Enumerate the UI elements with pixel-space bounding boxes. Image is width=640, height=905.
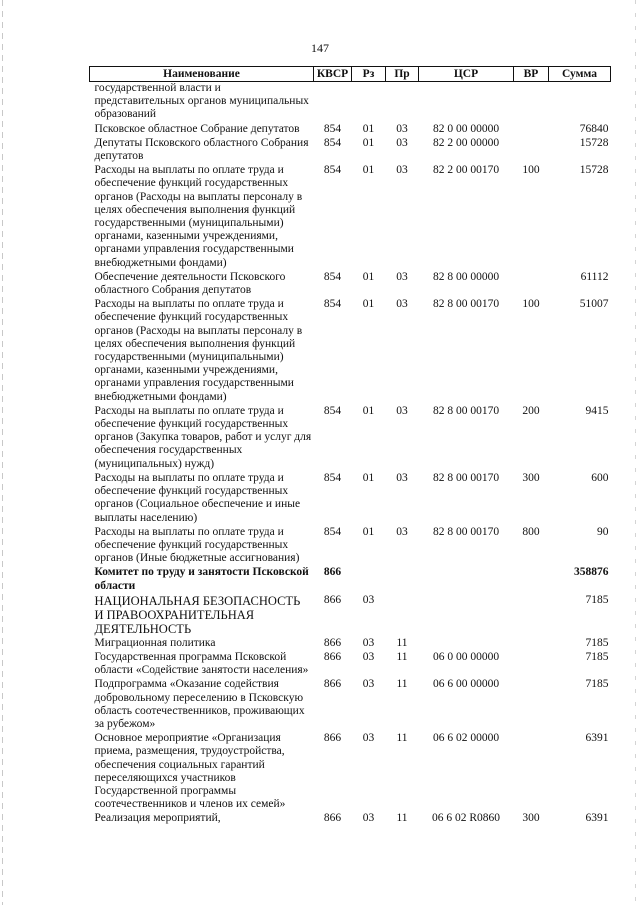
cell-kvsr: 854 bbox=[323, 298, 342, 311]
table-row bbox=[90, 404, 611, 471]
cell-sum: 15728 bbox=[579, 164, 609, 177]
table-row bbox=[90, 811, 611, 825]
header-kvsr: КВСР bbox=[314, 67, 352, 82]
table-row bbox=[90, 471, 611, 525]
budget-table bbox=[89, 66, 611, 826]
cell-name: государственной власти и представительных органов муниципальных образований bbox=[94, 82, 309, 121]
cell-vr: 100 bbox=[522, 298, 540, 311]
cell-kvsr: 866 bbox=[323, 593, 342, 606]
cell-csr: 82 2 00 00170 bbox=[432, 164, 500, 177]
table-row bbox=[90, 677, 611, 731]
cell-name: Основное мероприятие «Организация приема, размещения, трудоустройства, обеспечения социальных гарантий переселяющихся участников Государственной программы соотечественников и членов их семей» bbox=[94, 732, 286, 811]
cell-sum: 76840 bbox=[579, 122, 609, 135]
cell-name: Псковское областное Собрание депутатов bbox=[94, 122, 300, 135]
cell-csr: 06 0 00 00000 bbox=[432, 650, 500, 663]
table-row bbox=[90, 136, 611, 163]
cell-csr: 06 6 02 00000 bbox=[432, 732, 500, 745]
cell-rz: 01 bbox=[362, 136, 375, 149]
cell-sum: 6391 bbox=[585, 812, 609, 825]
cell-rz: 03 bbox=[362, 732, 375, 745]
cell-pr: 11 bbox=[396, 650, 408, 663]
cell-pr: 11 bbox=[396, 732, 408, 745]
cell-kvsr: 866 bbox=[323, 678, 342, 691]
cell-sum: 7185 bbox=[585, 650, 609, 663]
cell-name: Реализация мероприятий, bbox=[94, 812, 221, 825]
cell-rz: 03 bbox=[362, 593, 375, 606]
cell-pr: 03 bbox=[396, 471, 408, 484]
cell-csr: 82 8 00 00170 bbox=[432, 298, 500, 311]
cell-name: Расходы на выплаты по оплате труда и обеспечение функций государственных органов (Закупка товаров, работ и услуг для обеспечения государственных (муниципальных) нужд) bbox=[94, 404, 312, 470]
cell-sum: 61112 bbox=[580, 270, 609, 283]
cell-kvsr bbox=[314, 82, 352, 122]
cell-pr: 11 bbox=[396, 636, 408, 649]
cell-vr bbox=[514, 136, 549, 163]
cell-name: Расходы на выплаты по оплате труда и обеспечение функций государственных органов (Расходы на выплаты персоналу в целях обеспечения выполнения функций государственными (муниципальными) органами, казенными учреждениями, органами управления государственными внебюджетными фондами) bbox=[94, 298, 303, 403]
table-row bbox=[90, 297, 611, 404]
cell-sum: 6391 bbox=[585, 732, 609, 745]
cell-sum bbox=[549, 82, 611, 122]
table-row bbox=[90, 650, 611, 677]
cell-rz: 01 bbox=[362, 164, 375, 177]
cell-pr bbox=[386, 82, 419, 122]
header-sum: Сумма bbox=[549, 67, 611, 82]
cell-sum: 90 bbox=[597, 525, 609, 538]
table-row bbox=[90, 731, 611, 811]
cell-pr: 03 bbox=[396, 136, 408, 149]
cell-vr bbox=[514, 270, 549, 297]
cell-pr bbox=[386, 565, 419, 592]
cell-kvsr: 854 bbox=[323, 270, 342, 283]
cell-kvsr: 866 bbox=[323, 636, 342, 649]
scan-edge-left bbox=[2, 0, 3, 905]
cell-sum: 600 bbox=[591, 471, 609, 484]
cell-sum: 7185 bbox=[585, 593, 609, 606]
cell-rz: 03 bbox=[362, 650, 375, 663]
table-row bbox=[90, 593, 611, 636]
cell-name: Расходы на выплаты по оплате труда и обеспечение функций государственных органов (Социальное обеспечение и иные выплаты населению) bbox=[94, 471, 301, 524]
cell-name: Депутаты Псковского областного Собрания депутатов bbox=[94, 136, 309, 163]
cell-pr: 03 bbox=[396, 404, 408, 417]
cell-rz: 01 bbox=[362, 404, 375, 417]
header-name: Наименование bbox=[90, 67, 314, 82]
cell-pr: 11 bbox=[396, 812, 408, 825]
cell-vr bbox=[514, 122, 549, 136]
cell-sum: 9415 bbox=[585, 404, 609, 417]
cell-kvsr: 854 bbox=[323, 164, 342, 177]
cell-csr: 82 8 00 00170 bbox=[432, 471, 500, 484]
cell-kvsr: 866 bbox=[323, 812, 342, 825]
table-row bbox=[90, 525, 611, 566]
cell-name: Миграционная политика bbox=[94, 636, 216, 649]
cell-kvsr: 854 bbox=[323, 136, 342, 149]
cell-csr: 82 0 00 00000 bbox=[432, 122, 500, 135]
cell-csr bbox=[419, 636, 514, 650]
table-row bbox=[90, 163, 611, 270]
cell-kvsr: 854 bbox=[323, 471, 342, 484]
cell-rz: 03 bbox=[362, 812, 375, 825]
cell-name: Расходы на выплаты по оплате труда и обеспечение функций государственных органов (Иные бюджетные ассигнования) bbox=[94, 525, 300, 565]
cell-csr: 06 6 00 00000 bbox=[432, 678, 500, 691]
cell-pr: 03 bbox=[396, 164, 408, 177]
cell-kvsr: 866 bbox=[323, 566, 342, 579]
cell-sum: 7185 bbox=[585, 678, 609, 691]
cell-csr: 06 6 02 R0860 bbox=[431, 812, 501, 825]
cell-name: Государственная программа Псковской области «Содействие занятости населения» bbox=[94, 650, 309, 677]
header-pr: Пр bbox=[386, 67, 419, 82]
cell-rz: 01 bbox=[362, 122, 375, 135]
cell-name: Расходы на выплаты по оплате труда и обеспечение функций государственных органов (Расходы на выплаты персоналу в целях обеспечения выполнения функций государственными (муниципальными) органами, казенными учреждениями, органами управления государственными внебюджетными фондами) bbox=[94, 164, 303, 269]
cell-vr: 100 bbox=[522, 164, 540, 177]
table-row bbox=[90, 122, 611, 136]
cell-vr bbox=[514, 650, 549, 677]
cell-kvsr: 866 bbox=[323, 650, 342, 663]
table-header-row bbox=[90, 67, 611, 82]
cell-rz: 01 bbox=[362, 525, 375, 538]
cell-csr bbox=[419, 593, 514, 636]
scan-edge-right bbox=[635, 0, 636, 905]
cell-sum: 51007 bbox=[579, 298, 609, 311]
cell-csr: 82 8 00 00170 bbox=[432, 404, 500, 417]
header-csr: ЦСР bbox=[419, 67, 514, 82]
cell-vr bbox=[514, 677, 549, 731]
cell-pr bbox=[386, 593, 419, 636]
cell-name: Подпрограмма «Оказание содействия добровольному переселению в Псковскую область соотечественников, проживающих за рубежом» bbox=[94, 678, 305, 730]
page-number: 147 bbox=[311, 41, 329, 55]
cell-rz bbox=[352, 565, 386, 592]
cell-rz: 03 bbox=[362, 636, 375, 649]
cell-csr: 82 8 00 00170 bbox=[432, 525, 500, 538]
cell-pr: 03 bbox=[396, 270, 408, 283]
cell-pr: 03 bbox=[396, 525, 408, 538]
table-row bbox=[90, 565, 611, 592]
cell-vr bbox=[514, 731, 549, 811]
cell-vr bbox=[514, 82, 549, 122]
cell-vr: 300 bbox=[522, 812, 540, 825]
cell-csr bbox=[419, 565, 514, 592]
cell-sum: 358876 bbox=[574, 566, 609, 579]
cell-vr: 200 bbox=[522, 404, 540, 417]
cell-vr bbox=[514, 593, 549, 636]
cell-kvsr: 854 bbox=[323, 404, 342, 417]
cell-sum: 15728 bbox=[579, 136, 609, 149]
cell-vr: 300 bbox=[522, 471, 540, 484]
cell-pr: 03 bbox=[396, 298, 408, 311]
cell-kvsr: 866 bbox=[323, 732, 342, 745]
cell-rz: 03 bbox=[362, 678, 375, 691]
table-body bbox=[90, 82, 611, 826]
cell-rz: 01 bbox=[362, 471, 375, 484]
cell-vr bbox=[514, 636, 549, 650]
cell-rz: 01 bbox=[362, 270, 375, 283]
cell-kvsr: 854 bbox=[323, 525, 342, 538]
cell-sum: 7185 bbox=[585, 636, 609, 649]
cell-pr: 11 bbox=[396, 678, 408, 691]
cell-rz: 01 bbox=[362, 298, 375, 311]
table-row bbox=[90, 636, 611, 650]
cell-csr bbox=[419, 82, 514, 122]
cell-vr: 800 bbox=[522, 525, 540, 538]
cell-vr bbox=[514, 565, 549, 592]
cell-rz bbox=[352, 82, 386, 122]
table-row bbox=[90, 270, 611, 297]
cell-pr: 03 bbox=[396, 122, 408, 135]
cell-kvsr: 854 bbox=[323, 122, 342, 135]
cell-csr: 82 2 00 00000 bbox=[432, 136, 500, 149]
cell-csr: 82 8 00 00000 bbox=[432, 270, 500, 283]
cell-name: Обеспечение деятельности Псковского областного Собрания депутатов bbox=[94, 270, 286, 297]
header-vr: ВР bbox=[514, 67, 549, 82]
cell-name: Комитет по труду и занятости Псковской области bbox=[94, 566, 309, 592]
header-rz: Рз bbox=[352, 67, 386, 82]
table-row bbox=[90, 82, 611, 122]
cell-name: НАЦИОНАЛЬНАЯ БЕЗОПАСНОСТЬ И ПРАВООХРАНИТЕЛЬНАЯ ДЕЯТЕЛЬНОСТЬ bbox=[94, 593, 301, 636]
